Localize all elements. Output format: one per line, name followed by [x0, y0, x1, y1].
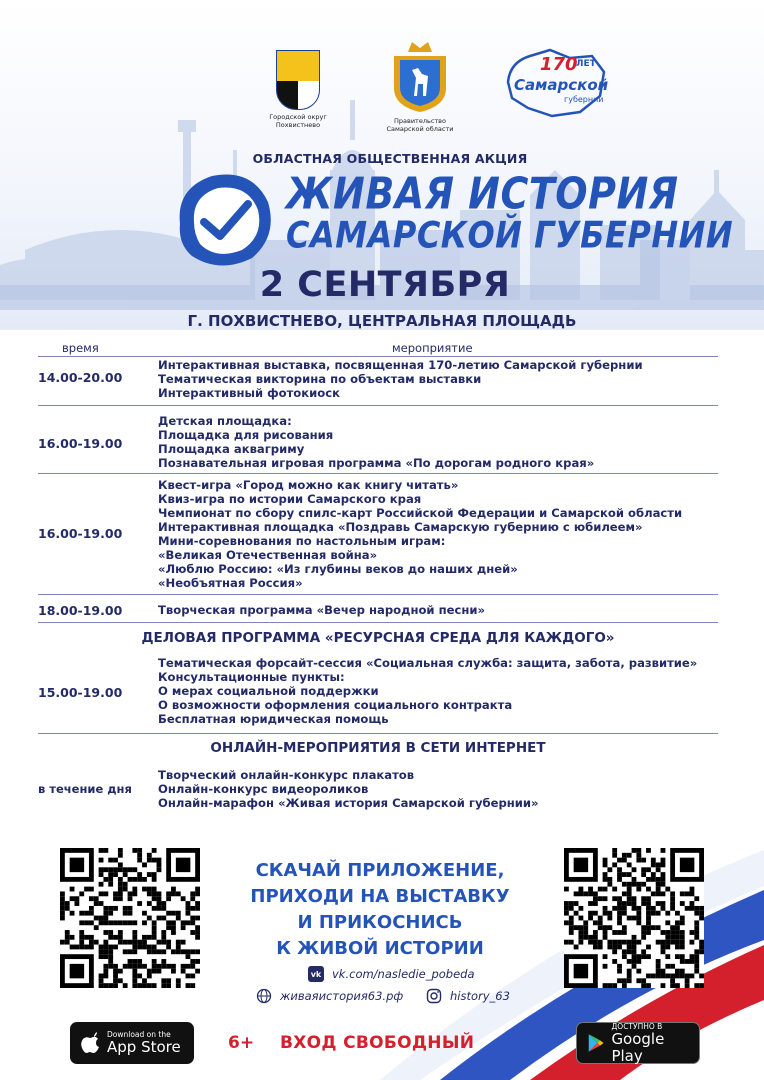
- online-time: в течение дня: [38, 782, 132, 796]
- event-item: Площадка для рисования: [158, 428, 334, 442]
- event-item: Онлайн-конкурс видеороликов: [158, 782, 369, 796]
- google-play-badge[interactable]: [576, 1022, 700, 1064]
- row-1-events: [158, 358, 728, 400]
- event-item: О возможности оформления социального контракта: [158, 698, 513, 712]
- globe-icon: [256, 988, 272, 1004]
- promo-line: К ЖИВОЙ ИСТОРИИ: [276, 938, 484, 959]
- samara-crest-icon: [388, 38, 452, 114]
- table-divider: [38, 622, 718, 623]
- site-link[interactable]: [256, 988, 403, 1004]
- table-divider: [38, 594, 718, 595]
- event-item: Интерактивная площадка «Поздравь Самарскую губернию с юбилеем»: [158, 520, 643, 534]
- event-item: Творческая программа «Вечер народной песни»: [158, 603, 485, 617]
- table-divider: [38, 356, 718, 357]
- column-header-event: мероприятие: [392, 341, 473, 355]
- business-time: 15.00-19.00: [38, 685, 123, 700]
- event-date: 2 СЕНТЯБРЯ: [259, 265, 511, 305]
- event-item: Детская площадка:: [158, 414, 292, 428]
- vk-link[interactable]: [308, 966, 475, 982]
- row-3-time: 16.00-19.00: [38, 526, 123, 541]
- table-divider: [38, 473, 718, 474]
- promo-line: СКАЧАЙ ПРИЛОЖЕНИЕ,: [255, 860, 505, 881]
- free-entry-label: ВХОД СВОБОДНЫЙ: [280, 1033, 475, 1053]
- row-3-events: [158, 478, 728, 590]
- event-item: Чемпионат по сбору спилс-карт Российской Федерации и Самарской области: [158, 506, 683, 520]
- anniversary-word: ЛЕТ: [576, 59, 596, 69]
- city-coat-of-arms: [262, 50, 334, 129]
- vk-link-text: vk.com/nasledie_pobeda: [332, 967, 475, 981]
- event-item: Консультационные пункты:: [158, 670, 345, 684]
- instagram-link-text: history_63: [450, 989, 510, 1003]
- anniversary-name: Самарской: [514, 76, 609, 94]
- event-item: Мини-соревнования по настольным играм:: [158, 534, 446, 548]
- table-divider: [38, 733, 718, 734]
- site-link-text: живаяистория63.рф: [280, 989, 404, 1003]
- age-rating: 6+: [228, 1033, 255, 1053]
- table-divider: [38, 405, 718, 406]
- column-header-time: время: [62, 341, 99, 355]
- event-title-line-1: ЖИВАЯ ИСТОРИЯ: [286, 168, 679, 219]
- campaign-label: ОБЛАСТНАЯ ОБЩЕСТВЕННАЯ АКЦИЯ: [252, 151, 528, 166]
- event-item: Интерактивная выставка, посвященная 170-летию Самарской губернии: [158, 358, 643, 372]
- vk-icon: vk: [308, 966, 324, 982]
- business-events: [158, 656, 728, 726]
- row-2-time: 16.00-19.00: [38, 436, 123, 451]
- instagram-icon: [426, 988, 442, 1004]
- event-item: Площадка аквагриму: [158, 442, 305, 456]
- event-item: О мерах социальной поддержки: [158, 684, 379, 698]
- event-title-line-2: САМАРСКОЙ ГУБЕРНИИ: [286, 213, 734, 257]
- google-play-qr-code[interactable]: [564, 848, 704, 988]
- row-4-events: [158, 603, 728, 617]
- app-store-qr-code[interactable]: [60, 848, 200, 988]
- google-play-icon: [587, 1032, 604, 1054]
- row-4-time: 18.00-19.00: [38, 603, 123, 618]
- event-item: Творческий онлайн-конкурс плакатов: [158, 768, 415, 782]
- clock-check-emblem-icon: [168, 166, 280, 274]
- event-item: «Необъятная Россия»: [158, 576, 303, 590]
- anniversary-number: 170: [540, 54, 578, 75]
- googleplay-small-text: ДОСТУПНО В: [611, 1021, 663, 1031]
- business-program-title: ДЕЛОВАЯ ПРОГРАММА «РЕСУРСНАЯ СРЕДА ДЛЯ КАЖДОГО»: [141, 630, 615, 646]
- online-program-title: ОНЛАЙН-МЕРОПРИЯТИЯ В СЕТИ ИНТЕРНЕТ: [210, 740, 546, 756]
- event-item: Интерактивный фотокиоск: [158, 386, 340, 400]
- app-store-badge[interactable]: [70, 1022, 194, 1064]
- online-events: [158, 768, 728, 810]
- row-1-time: 14.00-20.00: [38, 370, 123, 385]
- event-item: Познавательная игровая программа «По дорогам родного края»: [158, 456, 595, 470]
- event-item: «Великая Отечественная война»: [158, 548, 378, 562]
- event-item: Квиз-игра по истории Самарского края: [158, 492, 422, 506]
- event-item: Тематическая викторина по объектам выставки: [158, 372, 482, 386]
- event-item: Бесплатная юридическая помощь: [158, 712, 389, 726]
- city-caption-2: Похвистнево: [275, 121, 321, 129]
- event-item: Квест-игра «Город можно как книгу читать»: [158, 478, 459, 492]
- row-2-events: [158, 414, 728, 470]
- event-item: «Люблю Россию: «Из глубины веков до наших дней»: [158, 562, 518, 576]
- event-item: Онлайн-марафон «Живая история Самарской губернии»: [158, 796, 539, 810]
- apple-icon: [80, 1031, 100, 1055]
- event-item: Тематическая форсайт-сессия «Социальная служба: защита, забота, развитие»: [158, 656, 698, 670]
- gov-caption-2: Самарской области: [386, 125, 454, 133]
- event-location: Г. ПОХВИСТНЕВО, ЦЕНТРАЛЬНАЯ ПЛОЩАДЬ: [187, 312, 577, 330]
- city-crest-icon: [276, 50, 320, 110]
- appstore-big-text: App Store: [107, 1038, 181, 1056]
- city-caption-1: Городской округ: [269, 113, 327, 121]
- instagram-link[interactable]: [426, 988, 510, 1004]
- googleplay-big-text: Google Play: [611, 1029, 665, 1065]
- appstore-small-text: Download on the: [107, 1030, 171, 1039]
- anniversary-sub: губернии: [564, 95, 604, 104]
- promo-text: [230, 858, 530, 962]
- promo-line: ПРИХОДИ НА ВЫСТАВКУ: [250, 886, 510, 907]
- gov-caption-1: Правительство: [394, 117, 446, 125]
- government-coat-of-arms: [380, 38, 460, 133]
- promo-line: И ПРИКОСНИСЬ: [297, 912, 463, 933]
- anniversary-logo: [500, 42, 610, 120]
